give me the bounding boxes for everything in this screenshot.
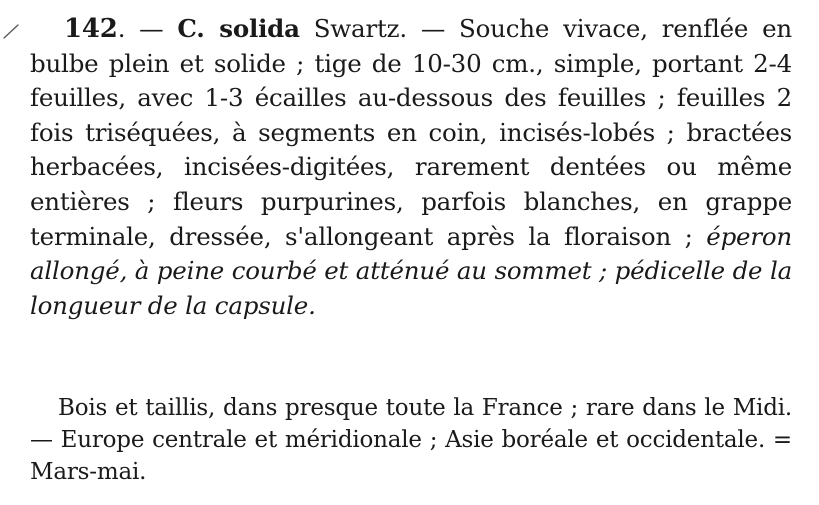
entry-dash: . — — [117, 14, 178, 43]
habitat-paragraph: Bois et taillis, dans presque toute la France ; rare dans le Midi. — Europe centrale et méridionale ; Asie boréale et occidentale. = Mars-mai. — [30, 395, 792, 485]
species-italic-description: éperon allongé, à peine courbé et atténué au sommet ; pédicelle de la longueur de la capsule. — [30, 221, 792, 320]
species-name: C. solida — [177, 14, 300, 43]
pencil-tick-mark-icon — [2, 22, 22, 42]
entry-number: 142 — [64, 14, 118, 44]
species-entry — [30, 12, 792, 323]
species-description: Souche vivace, renflée en bulbe plein et solide ; tige de 10-30 cm., simple, portant 2-4 feuilles, avec 1-3 écailles au-dessous des feuilles ; feuilles 2 fois triséquées, à segments en coin, incisés-lobés ; bractées herbacées, incisées-digitées, rarement dentées ou même entières ; fleurs purpurines, parfois blanches, en grappe terminale, dressée, s'allongeant après la floraison ; — [30, 14, 792, 251]
species-author: Swartz. — — [299, 14, 460, 43]
